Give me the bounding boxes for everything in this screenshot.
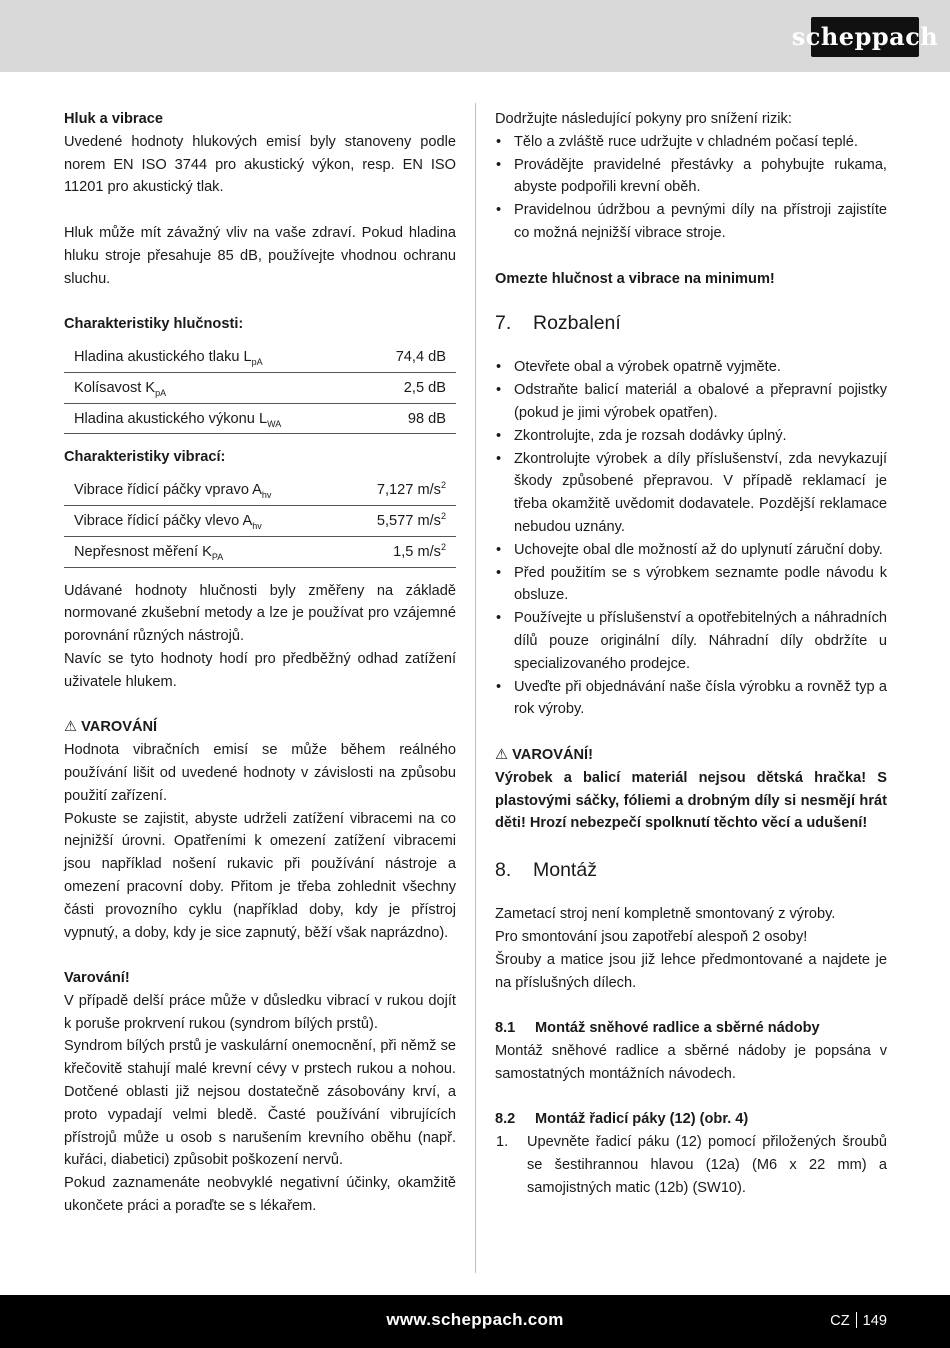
spec-row — [64, 475, 456, 505]
vibration-table — [64, 475, 456, 567]
spec-value: 98 dB — [363, 403, 456, 434]
caution-paragraph-2: Syndrom bílých prstů je vaskulární onemocnění, při němž se křečovitě stahují malé krevní cévy v prstech rukou a nohou. Dotčené oblasti již nejsou dostatečně zásobovány krví, a proto vypadají velmi bledě. Časté používání vibrujících přístrojů může u osob s narušením krevního oběhu (např. kuřáci, diabetici) způsobit poškození nervů. — [64, 1038, 456, 1169]
brand-logo: scheppach — [811, 17, 919, 57]
subsection-8-1-heading: 8.1 Montáž sněhové radlice a sběrné nádoby — [495, 1020, 820, 1037]
section-7-heading: 7. Rozbalení — [495, 312, 621, 335]
spec-label: Hladina akustického výkonu $L_{WA}$ — [64, 403, 363, 434]
section-8-heading: 8. Montáž — [495, 859, 597, 882]
warning-triangle-icon: ⚠ — [64, 719, 78, 736]
page-number: 149 — [862, 1313, 887, 1329]
noise-table — [64, 342, 456, 434]
list-item: • Odstraňte balicí materiál a obalové a přepravní pojistky (pokud je jimi výrobek opatřen). — [495, 379, 887, 425]
noise-heading: Hluk a vibrace — [64, 111, 163, 127]
list-item: • Otevřete obal a výrobek opatrně vyjměte. — [495, 356, 887, 379]
assembly-paragraph-2: Pro smontování jsou zapotřebí alespoň 2 osoby! — [495, 928, 808, 945]
list-item: • Tělo a zvláště ruce udržujte v chladném počasí teplé. — [495, 131, 887, 154]
measured-paragraph: Udávané hodnoty hlučnosti byly změřeny na základě normované zkušební metody a lze je používat pro vzájemné porovnání různých nástrojů. — [64, 582, 456, 645]
assembly-steps — [495, 1131, 887, 1199]
vibration-characteristics-heading: Charakteristiky vibrací: — [64, 449, 226, 466]
website-link[interactable]: www.scheppach.com — [386, 1310, 564, 1329]
unpack-list — [495, 356, 887, 721]
list-item: • Uveďte při objednávání naše čísla výrobku a rovněž typ a rok výroby. — [495, 676, 887, 722]
spec-value: 7,127 $m/s^2$ — [342, 475, 456, 505]
warning-paragraph-1: Hodnota vibračních emisí se může během reálného používání lišit od uvedené hodnoty v závislosti na způsobu použití zařízení. — [64, 742, 456, 804]
noise-paragraph-1: Uvedené hodnoty hlukových emisí byly stanoveny podle norem EN ISO 3744 pro akustický výkon, resp. EN ISO 11201 pro akustický tlak. — [64, 133, 456, 196]
spec-label: Hladina akustického tlaku $L_{pA}$ — [64, 342, 363, 372]
warning-heading-right: ⚠ VAROVÁNÍ! — [495, 744, 887, 767]
warning-paragraph-2: Pokuste se zajistit, abyste udrželi zatížení vibracemi na co nejnižší úrovni. Opatřeními k omezení zatížení vibracemi jsou například nošení rukavic při používání nástroje a omezení pracovní doby. Přitom je třeba zohlednit všechny části provozního cyklu (například doby, kdy je přístroj vypnutý, a doby, kdy je sice zapnutý, běží však naprázdno). — [64, 810, 456, 941]
spec-label: Vibrace řídicí páčky vlevo $A_{hv}$ — [64, 505, 342, 536]
subsection-8-2-heading: 8.2 Montáž řadicí páky (12) (obr. 4) — [495, 1111, 749, 1128]
footer-bar — [0, 1295, 950, 1348]
left-column — [64, 108, 456, 1218]
list-item: • Zkontrolujte, zda je rozsah dodávky úplný. — [495, 425, 887, 448]
caution-paragraph-1: V případě delší práce může v důsledku vibrací v rukou dojít k poruše prokrvení rukou (syndrom bílých prstů). — [64, 992, 456, 1032]
assembly-paragraph-1: Zametací stroj není kompletně smontovaný z výroby. — [495, 906, 836, 923]
caution-paragraph-3: Pokud zaznamenáte neobvyklé negativní účinky, okamžitě ukončete práci a poraďte se s lékařem. — [64, 1175, 456, 1215]
spec-value: 2,5 dB — [363, 372, 456, 403]
minimize-note: Omezte hlučnost a vibrace na minimum! — [495, 270, 775, 287]
language-code: CZ — [830, 1313, 850, 1329]
subsection-8-1-text: Montáž sněhové radlice a sběrné nádoby je popsána v samostatných montážních návodech. — [495, 1042, 887, 1082]
list-item: • Používejte u příslušenství a opotřebitelných a náhradních dílů pouze originální díly. Náhradní díly obdržíte u specializovaného prodejce. — [495, 607, 887, 675]
spec-row — [64, 403, 456, 434]
list-item: • Zkontrolujte výrobek a díly příslušenství, zda nevykazují škody způsobené přepravou. V případě reklamací je třeba okamžitě uvědomit dodavatele. Pozdější reklamace nebudou uznány. — [495, 448, 887, 539]
spec-value: 5,577 $m/s^2$ — [342, 505, 456, 536]
risk-intro: Dodržujte následující pokyny pro snížení rizik: — [495, 111, 792, 127]
spec-row — [64, 536, 456, 567]
list-item: • Provádějte pravidelné přestávky a pohybujte rukama, abyste podpořili krevní oběh. — [495, 154, 887, 200]
page-indicator — [830, 1310, 887, 1333]
risk-list — [495, 131, 887, 245]
spec-row — [64, 342, 456, 372]
spec-row — [64, 505, 456, 536]
warning-heading-left: ⚠ VAROVÁNÍ — [64, 716, 456, 739]
assembly-paragraph-3: Šrouby a matice jsou již lehce předmontované a najdete je na příslušných dílech. — [495, 951, 887, 991]
child-warning-text: Výrobek a balicí materiál nejsou dětská hračka! S plastovými sáčky, fóliemi a drobným díly si nesmějí hrát děti! Hrozí nebezpečí spolknutí těchto věcí a udušení! — [495, 769, 887, 832]
warning-triangle-icon: ⚠ — [495, 746, 509, 763]
noise-paragraph-2: Hluk může mít závažný vliv na vaše zdraví. Pokud hladina hluku stroje přesahuje 85 dB, používejte vhodnou ochranu sluchu. — [64, 224, 456, 287]
spec-label: Kolísavost $K_{pA}$ — [64, 372, 363, 403]
list-item: • Pravidelnou údržbou a pevnými díly na přístroji zajistíte co možná nejnižší vibrace stroje. — [495, 199, 887, 245]
column-divider — [475, 103, 476, 1273]
spec-value: 74,4 dB — [363, 342, 456, 372]
noise-characteristics-heading: Charakteristiky hlučnosti: — [64, 316, 244, 333]
spec-label: Nepřesnost měření $K_{PA}$ — [64, 536, 342, 567]
header-bar — [0, 0, 950, 72]
list-item: • Uchovejte obal dle možností až do uplynutí záruční doby. — [495, 539, 887, 562]
caution-heading: Varování! — [64, 970, 130, 987]
spec-row — [64, 372, 456, 403]
step-item: 1. Upevněte řadicí páku (12) pomocí přiložených šroubů se šestihrannou hlavou (12a) (M6 x 22 mm) a samojistných matic (12b) (SW10). — [496, 1134, 887, 1196]
list-item: • Před použitím se s výrobkem seznamte podle návodu k obsluze. — [495, 562, 887, 608]
spec-value: 1,5 $m/s^2$ — [342, 536, 456, 567]
spec-label: Vibrace řídicí páčky vpravo $A_{hv}$ — [64, 475, 342, 505]
right-column — [495, 108, 887, 1199]
measured-paragraph-2: Navíc se tyto hodnoty hodí pro předběžný odhad zatížení uživatele hlukem. — [64, 650, 456, 690]
